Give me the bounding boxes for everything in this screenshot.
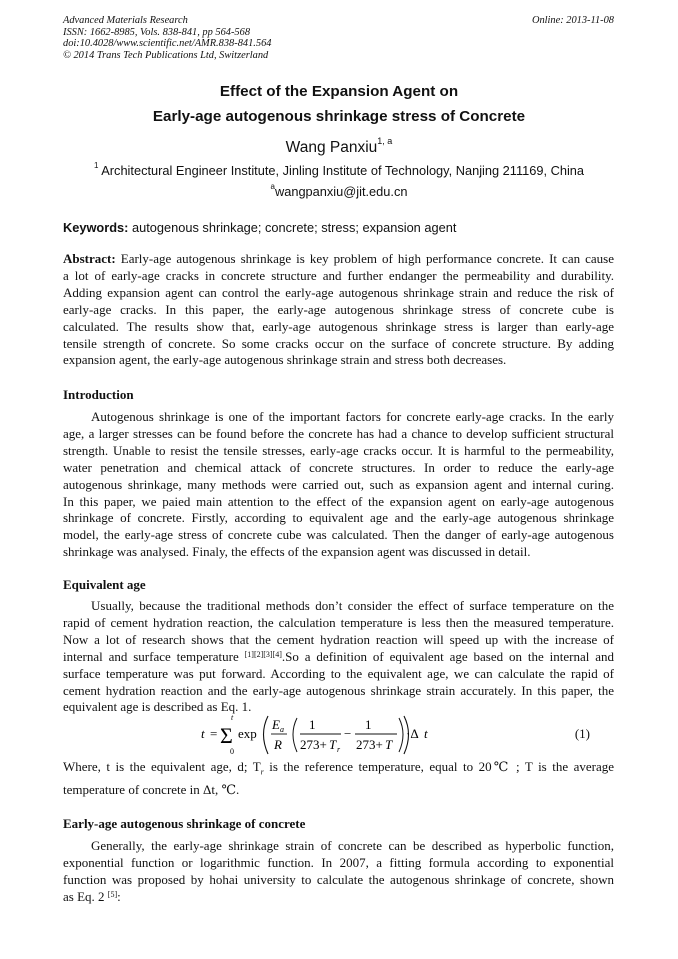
sigma-icon: Σ [220, 723, 233, 748]
eq-lhs: t [201, 726, 205, 741]
equivalent-age-paragraph [63, 598, 614, 716]
abstract-line: calculated. The results show that, early-age autogenous shrinkage stress is larger than early-age [63, 318, 614, 334]
intro-line: In this paper, we paied main attention to the effect of the expansion agent on early-age autogenous [63, 493, 614, 509]
eq-tr-sub: r [337, 745, 341, 754]
author-superscript: 1, a [377, 136, 393, 146]
affiliation-superscript: 1 [93, 161, 99, 170]
paren-right-icon [399, 718, 403, 752]
eq-sum-lower: 0 [230, 747, 234, 756]
eqage-line: Usually, because the traditional methods don’t consider the effect of surface temperature on the [91, 598, 614, 613]
email-superscript: a [270, 182, 275, 191]
author-name: Wang Panxiu [285, 139, 378, 156]
eq-minus: − [344, 726, 352, 741]
eq-t: T [385, 737, 393, 752]
where-text: is the reference temperature, equal to 20℃ ; T is the average [263, 759, 614, 774]
eq-r: R [274, 737, 282, 752]
abstract-line: Adding expansion agent can control the early-age autogenous shrinkage strain and reduce the risk of [63, 284, 614, 300]
eqage-line-text: .So a definition of equivalent age based on the internal and [281, 648, 614, 664]
eqage-line: surface temperature was put forward. According to the equivalent age, we can calculate the rapid of [63, 665, 614, 681]
eqage-line: equivalent age is described as Eq. 1. [63, 699, 252, 715]
shrinkage-paragraph [63, 838, 614, 906]
intro-line: Autogenous shrinkage is one of the important factors for concrete early-age cracks. In the early [91, 409, 614, 424]
eqage-line: cement hydration reaction and the early-age autogenous shrinkage strain accurately. In this paper, the [63, 682, 614, 698]
keywords [63, 220, 456, 235]
intro-line: shrinkage was analysed. Finaly, the effects of the expansion agent was discussed in detail. [63, 544, 531, 560]
intro-line: age, a larger stresses can be found before the concrete has had a chance to develop sufficient structural [63, 425, 614, 441]
shrink-line: exponential function or logarithmic function. In 2007, a fitting formula according to exponential [63, 854, 614, 870]
shrink-line: Generally, the early-age shrinkage strain of concrete can be described as hyperbolic function, [91, 838, 614, 853]
equation-1-formula [63, 712, 614, 758]
abstract-line: early-age cracks. In this paper, the early-age autogenous shrinkage stress of concrete cube is [63, 301, 614, 317]
paren-left-icon [293, 718, 297, 752]
copyright-line: © 2014 Trans Tech Publications Ltd, Switzerland [63, 49, 269, 61]
abstract-line: tensile strength of concrete. So some cracks occur on the surface of concrete structure. By adding [63, 335, 614, 351]
paren-left-icon [264, 716, 269, 754]
eqage-line: rapid of cement hydration reaction, the calculation temperature is less then the measured temperature. [63, 614, 614, 630]
email-text[interactable]: wangpanxiu@jit.edu.cn [274, 184, 408, 199]
eq-exp: exp [238, 726, 257, 741]
keywords-text: autogenous shrinkage; concrete; stress; expansion agent [131, 220, 457, 235]
abstract-label: Abstract: [63, 251, 116, 266]
eq-sum-upper: t [231, 713, 234, 722]
shrink-line: function was proposed by hohai university to calculate the autogenous shrinkage of concrete, shown [63, 871, 614, 887]
issn-line: ISSN: 1662-8985, Vols. 838-841, pp 564-568 [63, 26, 251, 38]
where-subscript: r [260, 767, 264, 777]
eq-dt: t [424, 726, 428, 741]
abstract-line: Early-age autogenous shrinkage is key problem of high performance concrete. It can cause [115, 251, 614, 266]
eq-delta: ·Δ [406, 726, 419, 741]
introduction-paragraph [63, 409, 614, 561]
abstract-line: a lot of early-age cracks in concrete structure and further endanger the permeability and durability. [63, 267, 614, 283]
eq-ea: E [272, 717, 280, 732]
doi-line: doi:10.4028/www.scientific.net/AMR.838-841.564 [63, 38, 272, 50]
equation-explanation [63, 759, 614, 798]
citation[interactable]: [5] [107, 889, 118, 899]
affiliation-text: Architectural Engineer Institute, Jinling Institute of Technology, Nanjing 211169, China [101, 163, 585, 178]
eq-one: 1 [309, 717, 316, 732]
section-heading-shrinkage: Early-age autogenous shrinkage of concrete [63, 816, 306, 831]
eq-ea-sub: a [280, 725, 284, 734]
affiliation [0, 163, 678, 178]
paper-title-line1: Effect of the Expansion Agent on [219, 83, 459, 100]
abstract [63, 251, 614, 369]
email [0, 184, 678, 199]
eq-den2: 273+ [356, 737, 383, 752]
intro-line: water penetration and chemical attack of concrete structures. In order to reduce the early-age [63, 459, 614, 475]
intro-line: autogenous shrinkage, many methods were carried out, such as expansion agent and internal curing. [63, 476, 614, 492]
where-text: Where, t is the equivalent age, d; T [63, 759, 261, 774]
online-date: Online: 2013-11-08 [531, 15, 614, 26]
paper-title-line2: Early-age autogenous shrinkage stress of Concrete [152, 108, 526, 125]
eq-equals: = [210, 726, 218, 741]
journal-name: Advanced Materials Research [63, 15, 188, 26]
eqage-line: Now a lot of research shows that the cement hydration reaction will speed up with the increase of [63, 631, 614, 647]
shrink-text: : [117, 888, 121, 904]
eq-tr: T [329, 737, 337, 752]
keywords-label: Keywords: [63, 220, 129, 235]
where-line [63, 759, 614, 782]
section-heading-introduction: Introduction [63, 387, 134, 402]
shrink-line [63, 889, 614, 906]
abstract-line: expansion agent, the early-age autogenous shrinkage strain and stress both decreases. [63, 352, 507, 368]
shrink-text: as Eq. 2 [63, 888, 108, 904]
intro-line: strength. Unable to resist the tensile stresses, early-age cracks occur. It is harmful to the permeability, [63, 442, 614, 458]
eqage-line [63, 649, 614, 666]
eq-den1: 273+ [300, 737, 327, 752]
where-line: temperature of concrete in Δt, ℃. [63, 781, 240, 797]
section-heading-equivalent-age: Equivalent age [63, 577, 146, 592]
equation-1 [63, 712, 614, 758]
journal-header [63, 15, 614, 61]
intro-line: shrinkage of concrete. Firstly, according to equivalent age and the early-age autogenous shrinkage [63, 510, 614, 526]
equation-number: (1) [574, 726, 590, 741]
eq-one: 1 [365, 717, 372, 732]
citation[interactable]: [1][2][3][4] [244, 649, 282, 659]
eqage-line-text: internal and surface temperature [63, 648, 245, 664]
intro-line: model, the early-age stress of concrete cube was calculated. Then the danger of early-age autogenous [63, 527, 614, 543]
author [0, 136, 678, 157]
